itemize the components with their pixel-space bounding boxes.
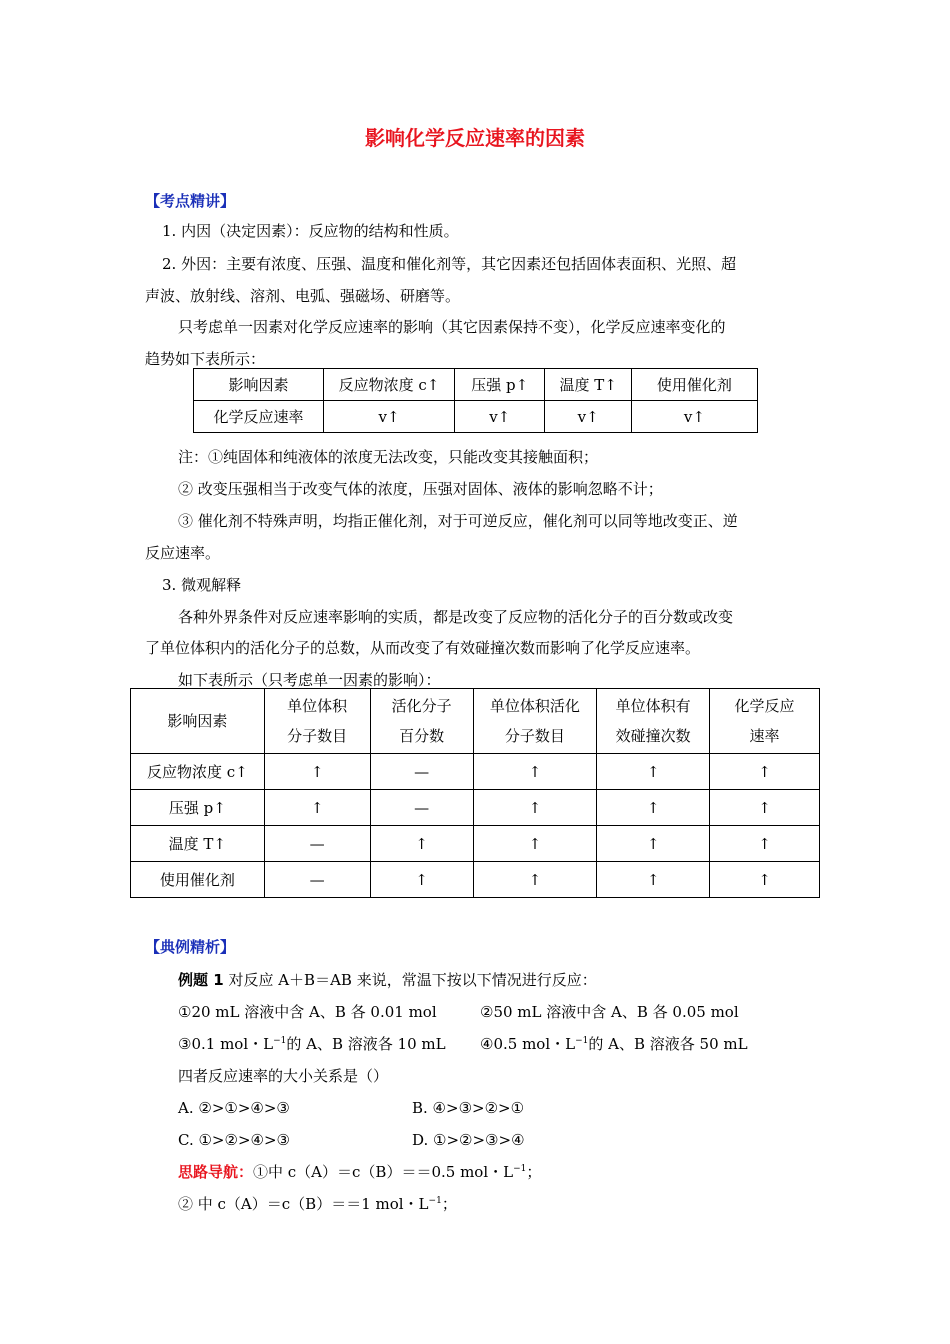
paragraph-micro-line2: 了单位体积内的活化分子的总数，从而改变了有效碰撞次数而影响了化学反应速率。 xyxy=(145,639,701,657)
paragraph-single-factor-line1: 只考虑单一因素对化学反应速率的影响（其它因素保持不变），化学反应速率变化的 xyxy=(178,318,726,336)
cell-text: 单位体积活化 xyxy=(489,697,580,715)
table-row xyxy=(131,790,820,826)
table-header-row xyxy=(194,369,758,401)
table-cell: 化学反应速率 xyxy=(194,401,324,433)
table-cell: v↑ xyxy=(455,401,545,433)
table-cell: 压强 p↑ xyxy=(131,790,265,826)
item-internal-factor: 1. 内因（决定因素）：反应物的结构和性质。 xyxy=(162,222,459,240)
cell-text: 单位体积有 xyxy=(615,697,691,715)
cell-text: 速率 xyxy=(749,727,780,745)
note-3-line1: ③ 催化剂不特殊声明，均指正催化剂，对于可逆反应，催化剂可以同等地改变正、逆 xyxy=(178,512,738,530)
example-text: 对反应 A＋B＝AB 来说，常温下按以下情况进行反应： xyxy=(223,971,597,989)
hint-end: ； xyxy=(526,1163,542,1181)
table-cell: v↑ xyxy=(631,401,757,433)
table-cell: ↑ xyxy=(473,862,597,898)
superscript: −1 xyxy=(575,1036,589,1046)
paragraph-micro-line1: 各种外界条件对反应速率影响的实质，都是改变了反应物的活化分子的百分数或改变 xyxy=(178,608,734,626)
table-cell: ↑ xyxy=(473,754,597,790)
table-cell: ↑ xyxy=(597,754,710,790)
cell-text: 活化分子 xyxy=(391,697,452,715)
table-cell xyxy=(597,689,710,754)
table-cell: ↑ xyxy=(473,826,597,862)
table-cell: 温度 T↑ xyxy=(545,369,631,401)
example-1-prompt xyxy=(178,970,597,990)
table-cell: v↑ xyxy=(545,401,631,433)
option-a: A. ②>①>④>③ xyxy=(178,1099,290,1117)
table-cell: ↑ xyxy=(370,862,473,898)
micro-explanation-table xyxy=(130,688,820,898)
table-cell: v↑ xyxy=(324,401,455,433)
hint-text: ①中 c（A）＝c（B）＝＝0.5 mol・L xyxy=(253,1163,514,1181)
hint-line-2 xyxy=(178,1194,457,1214)
option-d: D. ①>②>③>④ xyxy=(412,1131,525,1149)
hint-label: 思路导航： xyxy=(178,1163,254,1181)
table-cell xyxy=(264,689,370,754)
section-heading-key-points: 【考点精讲】 xyxy=(145,192,236,210)
table-cell: ↑ xyxy=(264,790,370,826)
table-cell xyxy=(710,689,820,754)
cell-text: 单位体积 xyxy=(287,697,348,715)
section-heading-examples: 【典例精析】 xyxy=(145,938,236,956)
option-b: B. ④>③>②>① xyxy=(412,1099,525,1117)
item-external-factor-line1: 2. 外因：主要有浓度、压强、温度和催化剂等，其它因素还包括固体表面积、光照、超 xyxy=(162,255,737,273)
table-cell: ↑ xyxy=(370,826,473,862)
cell-text: 影响因素 xyxy=(167,712,228,730)
cell-text: 分子数目 xyxy=(504,727,565,745)
table-cell: ↑ xyxy=(710,790,820,826)
table-cell: 压强 p↑ xyxy=(455,369,545,401)
table-row xyxy=(131,826,820,862)
table-cell: 使用催化剂 xyxy=(631,369,757,401)
hint-end: ； xyxy=(441,1195,457,1213)
table-cell: ↑ xyxy=(710,754,820,790)
superscript: −1 xyxy=(428,1196,442,1206)
table-cell: ↑ xyxy=(597,862,710,898)
page-title: 影响化学反应速率的因素 xyxy=(365,126,585,150)
table-cell: ↑ xyxy=(264,754,370,790)
table-row xyxy=(131,862,820,898)
table-cell: — xyxy=(370,790,473,826)
table-cell: — xyxy=(370,754,473,790)
table-cell xyxy=(473,689,597,754)
table-cell: 反应物浓度 c↑ xyxy=(324,369,455,401)
table-cell: 影响因素 xyxy=(194,369,324,401)
factor-rate-table xyxy=(193,368,758,433)
table-intro: 如下表所示（只考虑单一因素的影响）： xyxy=(178,671,441,689)
table-cell xyxy=(131,689,265,754)
cond-text: ③0.1 mol・L xyxy=(178,1035,274,1053)
paragraph-single-factor-line2: 趋势如下表所示： xyxy=(145,350,266,368)
cell-text: 效碰撞次数 xyxy=(615,727,691,745)
table-header-row xyxy=(131,689,820,754)
note-3-line2: 反应速率。 xyxy=(145,544,221,562)
table-cell: — xyxy=(264,862,370,898)
table-cell: ↑ xyxy=(710,862,820,898)
condition-2: ②50 mL 溶液中含 A、B 各 0.05 mol xyxy=(480,1003,739,1021)
cond-text: 的 A、B 溶液各 50 mL xyxy=(588,1035,748,1053)
option-c: C. ①>②>④>③ xyxy=(178,1131,290,1149)
note-1: 注：①纯固体和纯液体的浓度无法改变，只能改变其接触面积； xyxy=(178,448,599,466)
hint-line-1 xyxy=(178,1162,541,1182)
table-cell: 反应物浓度 c↑ xyxy=(131,754,265,790)
cell-text: 分子数目 xyxy=(287,727,348,745)
cond-text: 的 A、B 溶液各 10 mL xyxy=(286,1035,446,1053)
question-text: 四者反应速率的大小关系是（） xyxy=(178,1067,389,1085)
example-label: 例题 1 xyxy=(178,971,224,989)
table-cell: ↑ xyxy=(597,790,710,826)
table-cell xyxy=(370,689,473,754)
cond-text: ④0.5 mol・L xyxy=(480,1035,576,1053)
table-cell: — xyxy=(264,826,370,862)
hint-text: ② 中 c（A）＝c（B）＝＝1 mol・L xyxy=(178,1195,429,1213)
condition-4 xyxy=(480,1034,748,1054)
condition-1: ①20 mL 溶液中含 A、B 各 0.01 mol xyxy=(178,1003,437,1021)
table-cell: 温度 T↑ xyxy=(131,826,265,862)
item-micro-explanation: 3. 微观解释 xyxy=(162,576,242,594)
cell-text: 化学反应 xyxy=(734,697,795,715)
superscript: −1 xyxy=(273,1036,287,1046)
table-cell: ↑ xyxy=(473,790,597,826)
table-cell: ↑ xyxy=(710,826,820,862)
superscript: −1 xyxy=(513,1164,527,1174)
note-2: ② 改变压强相当于改变气体的浓度，压强对固体、液体的影响忽略不计； xyxy=(178,480,663,498)
item-external-factor-line2: 声波、放射线、溶剂、电弧、强磁场、研磨等。 xyxy=(145,287,461,305)
table-row xyxy=(194,401,758,433)
table-row xyxy=(131,754,820,790)
table-cell: 使用催化剂 xyxy=(131,862,265,898)
cell-text: 百分数 xyxy=(399,727,445,745)
condition-3 xyxy=(178,1034,446,1054)
table-cell: ↑ xyxy=(597,826,710,862)
